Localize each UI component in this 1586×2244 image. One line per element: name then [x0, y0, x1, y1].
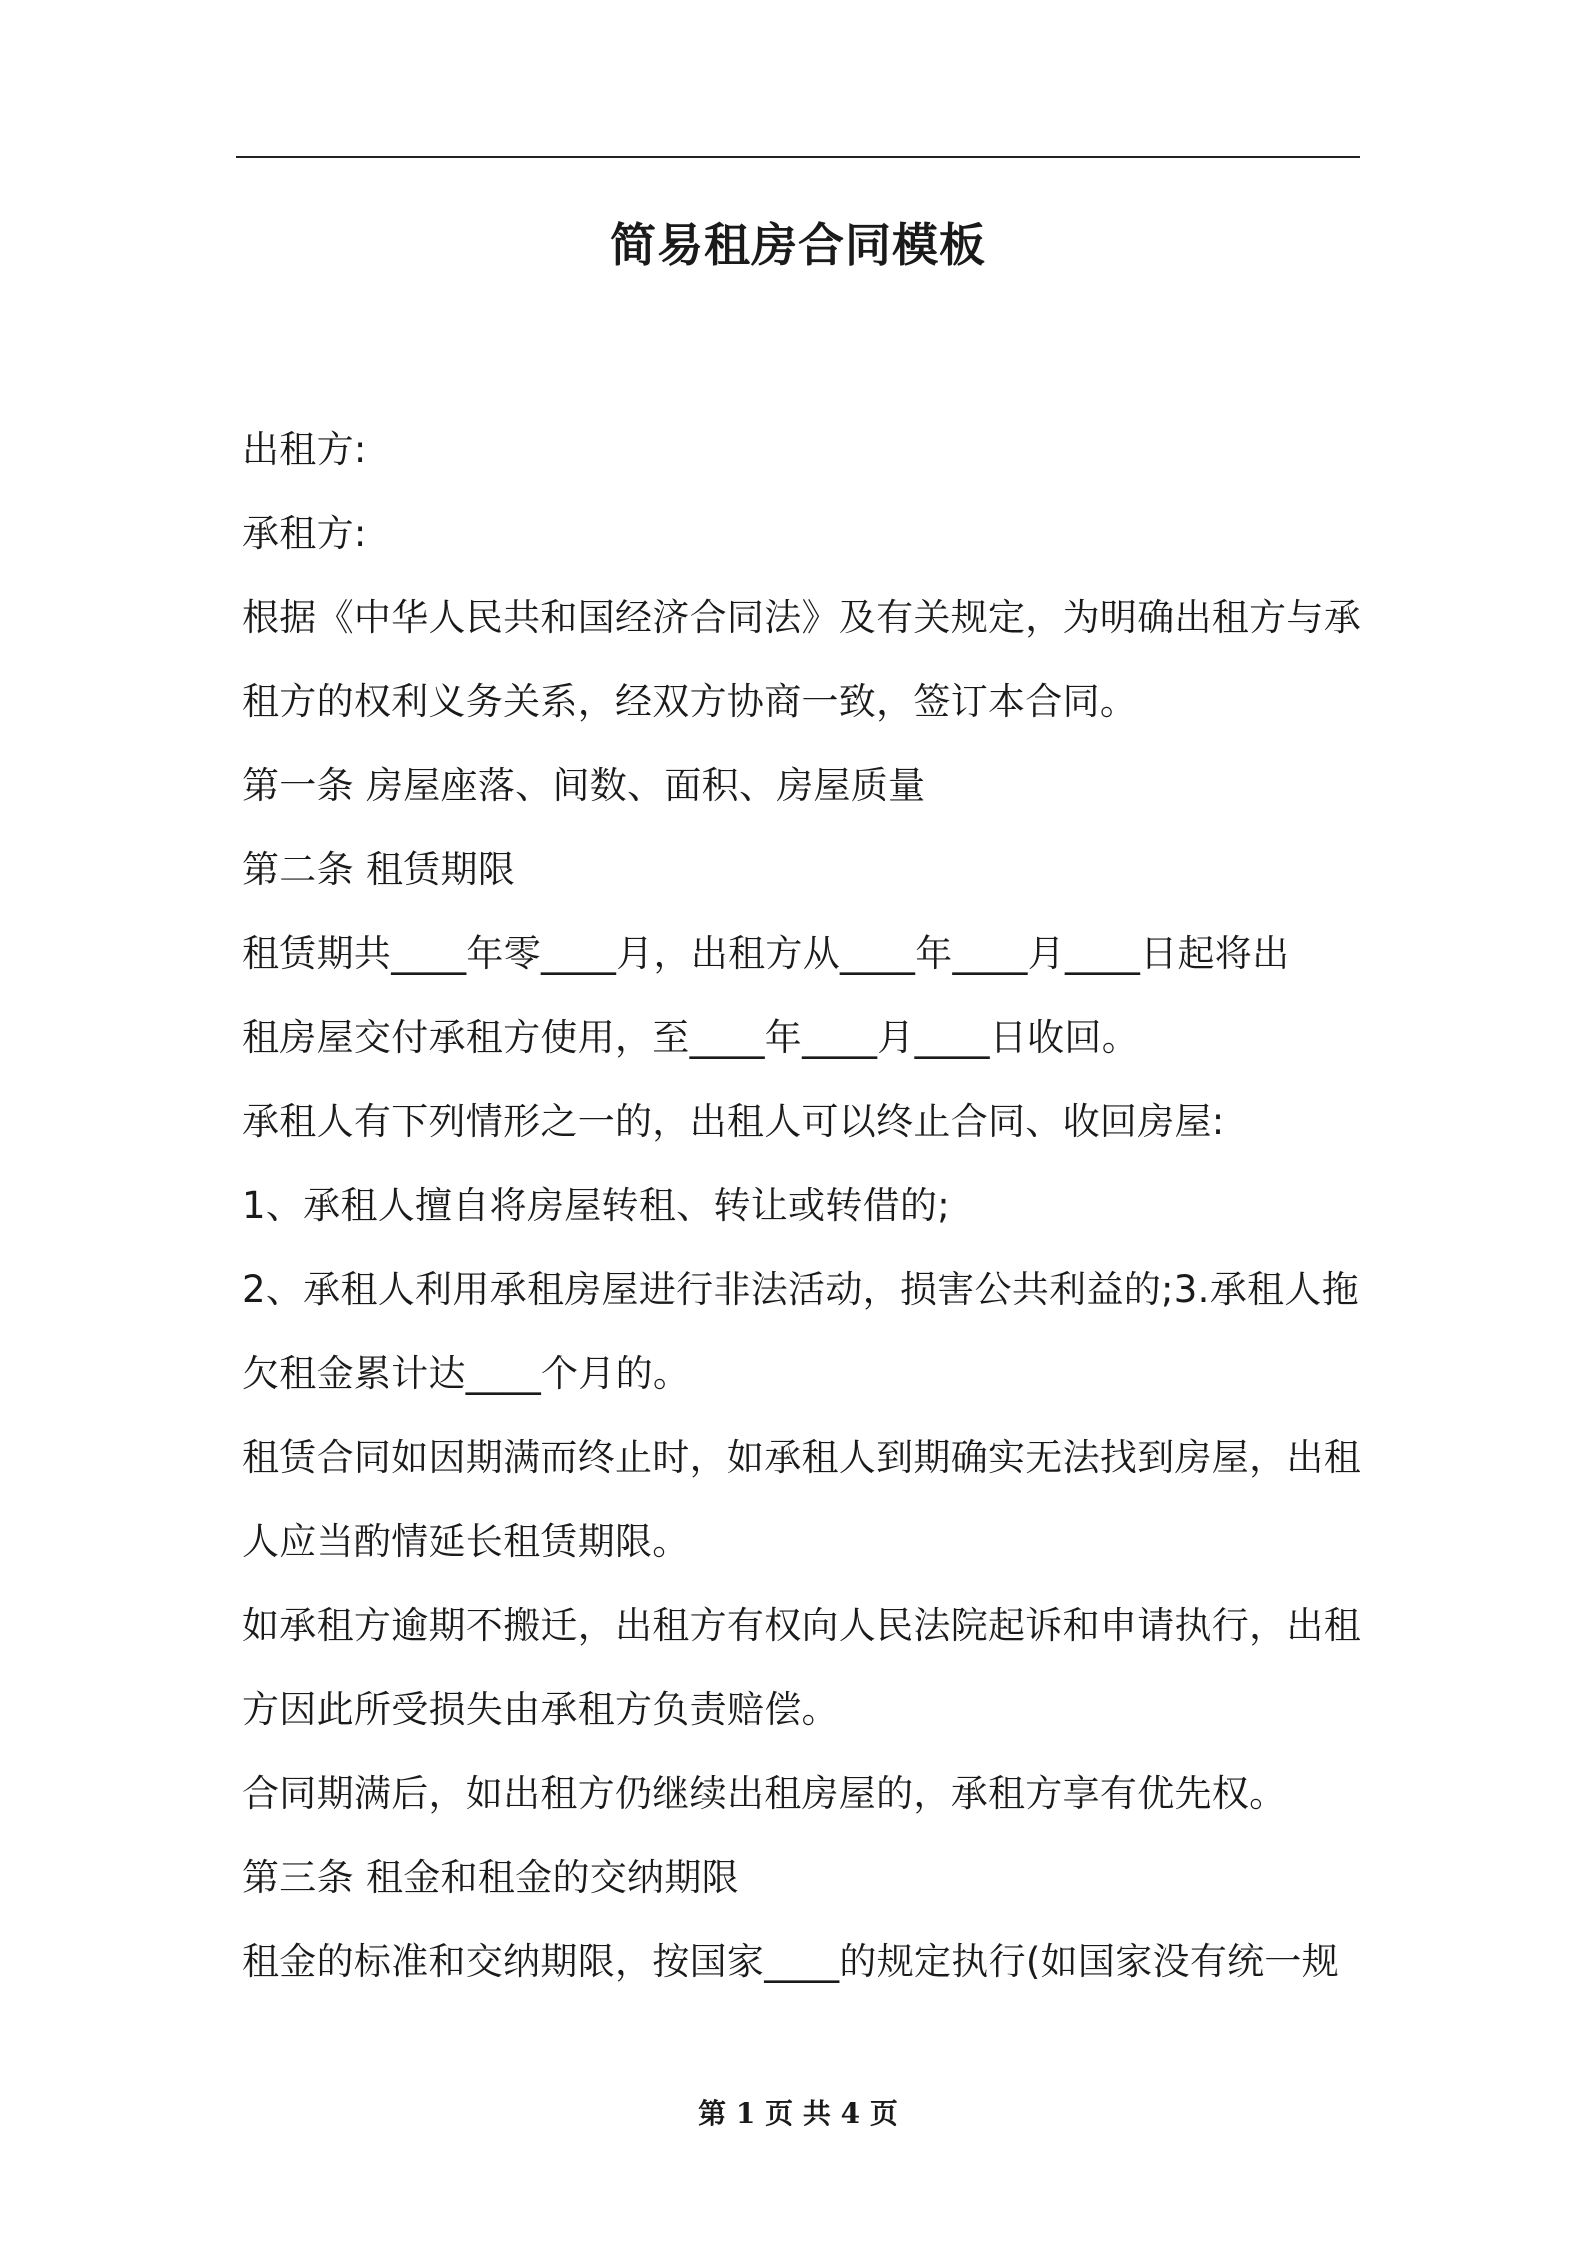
text-line: 出租方:: [242, 428, 367, 471]
text-line: 租金的标准和交纳期限，按国家____的规定执行(如国家没有统一规: [242, 1940, 1340, 1983]
text-line: 第二条 租赁期限: [242, 848, 516, 891]
header-rule: [236, 156, 1360, 158]
text-line: 欠租金累计达____个月的。: [242, 1352, 691, 1395]
text-line: 租赁合同如因期满而终止时，如承租人到期确实无法找到房屋，出租: [242, 1436, 1361, 1479]
document-title: 简易租房合同模板: [610, 218, 986, 272]
text-line: 人应当酌情延长租赁期限。: [242, 1520, 690, 1563]
document-body: [242, 408, 1360, 2004]
text-line: 根据《中华人民共和国经济合同法》及有关规定，为明确出租方与承: [242, 596, 1361, 639]
text-line: 合同期满后，如出租方仍继续出租房屋的，承租方享有优先权。: [242, 1772, 1287, 1815]
page-number-footer: 第 1 页 共 4 页: [698, 2097, 898, 2130]
text-line: 租房屋交付承租方使用，至____年____月____日收回。: [242, 1016, 1139, 1059]
text-line: 承租方:: [242, 512, 367, 555]
text-line: 租方的权利义务关系，经双方协商一致，签订本合同。: [242, 680, 1138, 723]
text-line: 2、承租人利用承租房屋进行非法活动，损害公共利益的;3.承租人拖: [242, 1268, 1359, 1311]
text-line: 第三条 租金和租金的交纳期限: [242, 1856, 739, 1899]
text-line: 1、承租人擅自将房屋转租、转让或转借的;: [242, 1184, 951, 1227]
text-line: 承租人有下列情形之一的，出租人可以终止合同、收回房屋:: [242, 1100, 1225, 1143]
text-line: 方因此所受损失由承租方负责赔偿。: [242, 1688, 839, 1731]
text-line: 如承租方逾期不搬迁，出租方有权向人民法院起诉和申请执行，出租: [242, 1604, 1361, 1647]
text-line: 第一条 房屋座落、间数、面积、房屋质量: [242, 764, 926, 807]
text-line: 租赁期共____年零____月，出租方从____年____月____日起将出: [242, 932, 1290, 975]
